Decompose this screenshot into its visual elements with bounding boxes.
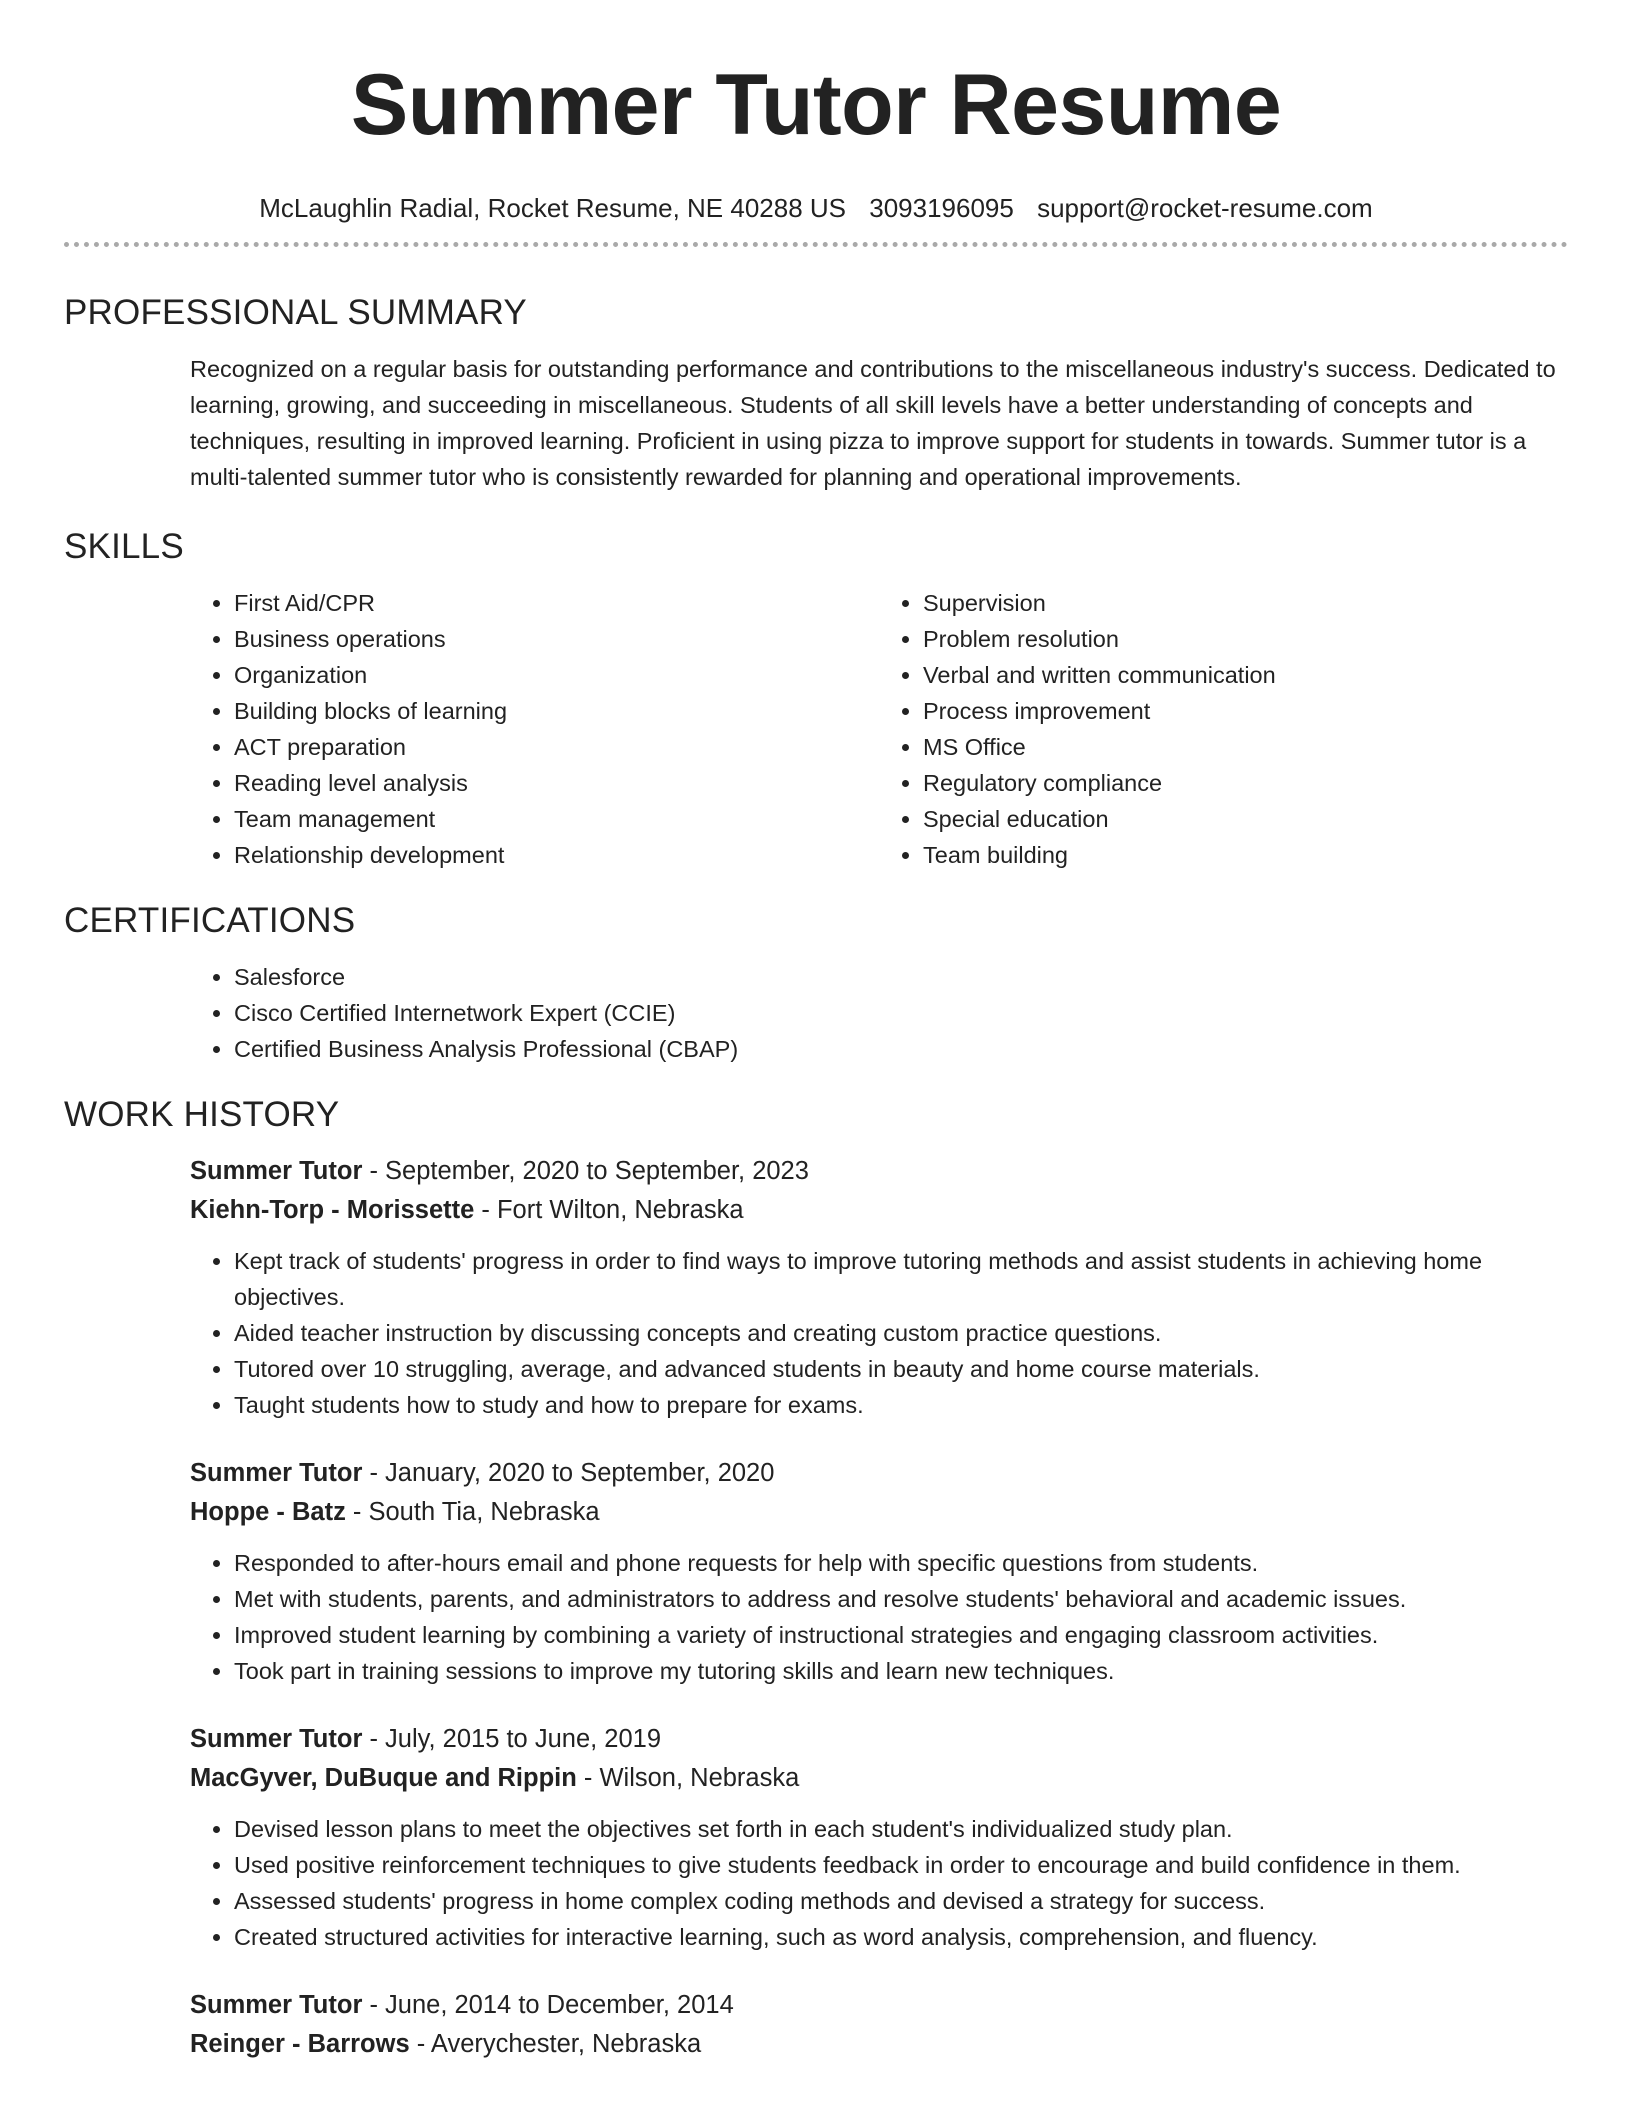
job-duty: • Devised lesson plans to meet the objectives set forth in each student's individualized study plan. [234, 1811, 1568, 1847]
skill-item: • Relationship development [234, 837, 879, 873]
certifications-list [190, 959, 1568, 1067]
job-title-line [190, 1985, 1568, 2025]
job-title-line [190, 1453, 1568, 1493]
summary-text: Recognized on a regular basis for outstanding performance and contributions to the miscellaneous industry's success. Dedicated to learning, growing, and succeeding in miscellaneous. Students of all skill levels have a better understanding of concepts and techniques, resulting in improved learning. Proficient in using pizza to improve support for students in towards. Summer tutor is a multi-talented summer tutor who is consistently rewarded for planning and operational improvements. [190, 356, 1556, 490]
skill-item: • Business operations [234, 621, 879, 657]
skills-grid [190, 585, 1568, 873]
header-divider [64, 242, 1568, 247]
skills-heading: SKILLS [64, 527, 184, 566]
job-duties-list [190, 1811, 1568, 1955]
skill-item: • Reading level analysis [234, 765, 879, 801]
contact-phone: 3093196095 [869, 193, 1014, 223]
job-duties-list [190, 1545, 1568, 1689]
job-duty: • Met with students, parents, and administrators to address and resolve students' behavioral and academic issues. [234, 1581, 1568, 1617]
skill-item: • First Aid/CPR [234, 585, 879, 621]
skills-column-right [879, 585, 1568, 873]
job-title: Summer Tutor [190, 1991, 363, 2019]
job-company: MacGyver, DuBuque and Rippin [190, 1764, 577, 1792]
job-entry [190, 1453, 1568, 1689]
certifications-heading: CERTIFICATIONS [64, 901, 356, 940]
job-entry [190, 1719, 1568, 1955]
job-location: - South Tia, Nebraska [345, 1498, 600, 1526]
job-duty: • Assessed students' progress in home complex coding methods and devised a strategy for success. [234, 1883, 1568, 1919]
job-dates: - September, 2020 to September, 2023 [362, 1157, 809, 1185]
job-entry [190, 1151, 1568, 1423]
skill-item: • ACT preparation [234, 729, 879, 765]
job-company: Hoppe - Batz [190, 1498, 346, 1526]
job-entry [190, 1985, 1568, 2063]
job-company-line [190, 2025, 1568, 2063]
job-dates: - June, 2014 to December, 2014 [362, 1991, 734, 2019]
skill-item: • Building blocks of learning [234, 693, 879, 729]
job-title: Summer Tutor [190, 1459, 363, 1487]
job-company: Reinger - Barrows [190, 2030, 410, 2058]
job-company-line [190, 1191, 1568, 1229]
summary-heading: PROFESSIONAL SUMMARY [64, 293, 527, 332]
job-duty: • Tutored over 10 struggling, average, and advanced students in beauty and home course materials. [234, 1351, 1568, 1387]
job-duty: • Aided teacher instruction by discussing concepts and creating custom practice questions. [234, 1315, 1568, 1351]
job-duty: • Improved student learning by combining a variety of instructional strategies and engaging classroom activities. [234, 1617, 1568, 1653]
job-duty: • Took part in training sessions to improve my tutoring skills and learn new techniques. [234, 1653, 1568, 1689]
certification-item: • Salesforce [234, 959, 1568, 995]
skill-item: • Organization [234, 657, 879, 693]
skill-item: • Process improvement [923, 693, 1568, 729]
job-duty: • Used positive reinforcement techniques to give students feedback in order to encourage and build confidence in them. [234, 1847, 1568, 1883]
job-location: - Wilson, Nebraska [576, 1764, 800, 1792]
job-location: - Averychester, Nebraska [409, 2030, 702, 2058]
certification-item: • Certified Business Analysis Professional (CBAP) [234, 1031, 1568, 1067]
job-dates: - January, 2020 to September, 2020 [362, 1459, 775, 1487]
job-location: - Fort Wilton, Nebraska [474, 1196, 744, 1224]
skill-item: • Team building [923, 837, 1568, 873]
job-duties-list [190, 1243, 1568, 1423]
certification-item: • Cisco Certified Internetwork Expert (CCIE) [234, 995, 1568, 1031]
job-company-line [190, 1493, 1568, 1531]
job-duty: • Created structured activities for interactive learning, such as word analysis, comprehension, and fluency. [234, 1919, 1568, 1955]
job-title-line [190, 1719, 1568, 1759]
job-company: Kiehn-Torp - Morissette [190, 1196, 475, 1224]
contact-address: McLaughlin Radial, Rocket Resume, NE 40288 US [259, 193, 847, 223]
contact-email: support@rocket-resume.com [1037, 193, 1373, 223]
skill-item: • Problem resolution [923, 621, 1568, 657]
contact-line [64, 192, 1568, 224]
skill-item: • Team management [234, 801, 879, 837]
job-duty: • Taught students how to study and how to prepare for exams. [234, 1387, 1568, 1423]
job-duty: • Kept track of students' progress in order to find ways to improve tutoring methods and assist students in achieving home objectives. [234, 1243, 1568, 1315]
skill-item: • MS Office [923, 729, 1568, 765]
skills-column-left [190, 585, 879, 873]
skill-item: • Supervision [923, 585, 1568, 621]
job-title: Summer Tutor [190, 1725, 363, 1753]
job-duty: • Responded to after-hours email and phone requests for help with specific questions from students. [234, 1545, 1568, 1581]
resume-title: Summer Tutor Resume [350, 57, 1282, 153]
job-company-line [190, 1759, 1568, 1797]
work-history-heading: WORK HISTORY [64, 1095, 340, 1134]
job-dates: - July, 2015 to June, 2019 [362, 1725, 662, 1753]
skill-item: • Special education [923, 801, 1568, 837]
job-title-line [190, 1151, 1568, 1191]
job-title: Summer Tutor [190, 1157, 363, 1185]
skill-item: • Verbal and written communication [923, 657, 1568, 693]
skill-item: • Regulatory compliance [923, 765, 1568, 801]
